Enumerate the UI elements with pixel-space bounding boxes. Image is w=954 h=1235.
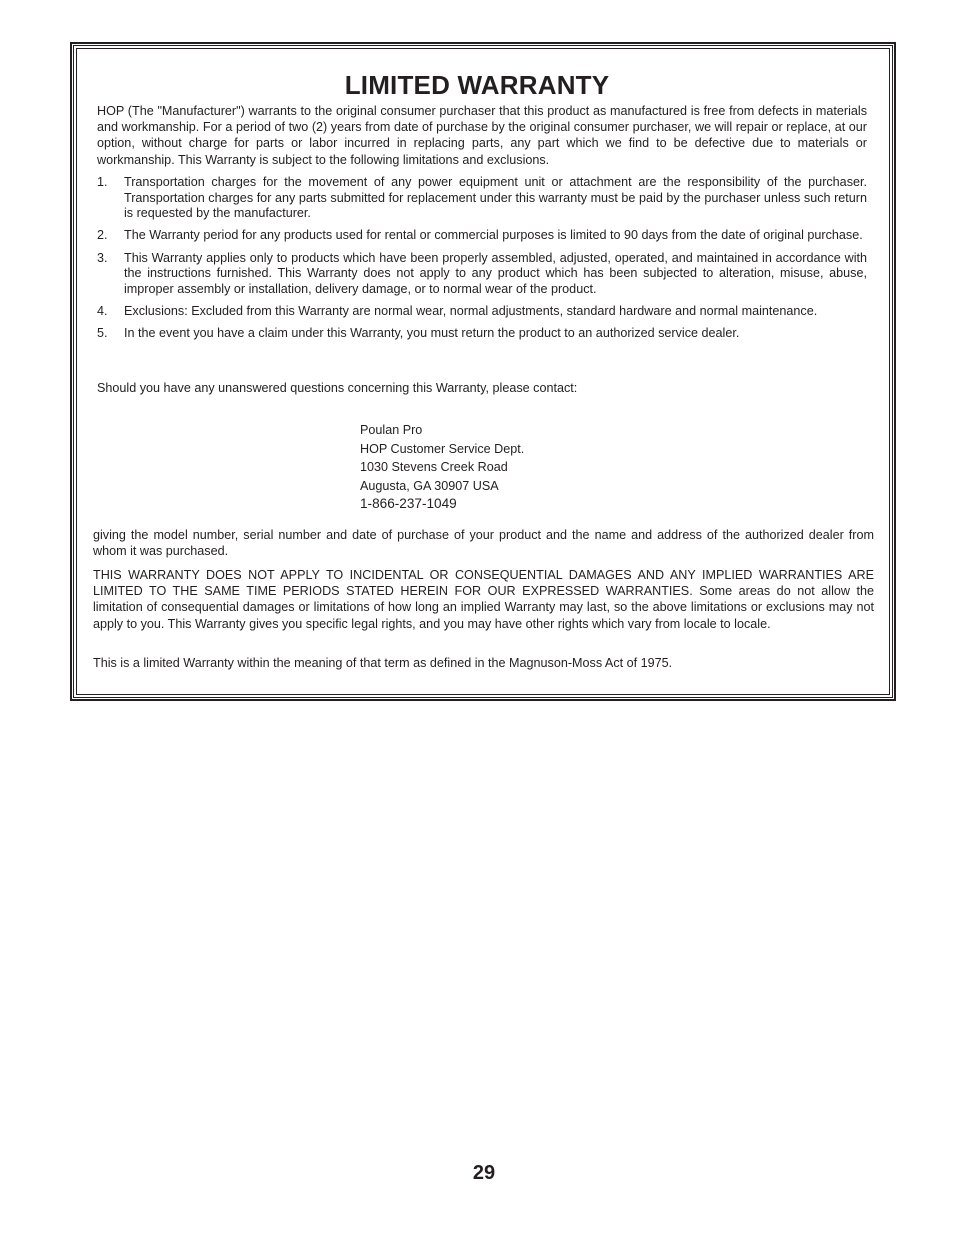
list-item-text: Exclusions: Excluded from this Warranty are normal wear, normal adjustments, standard hardware and normal maintenance. xyxy=(124,303,818,318)
disclaimer-paragraph: THIS WARRANTY DOES NOT APPLY TO INCIDENTAL OR CONSEQUENTIAL DAMAGES AND ANY IMPLIED WARRANTIES ARE LIMITED TO THE SAME TIME PERIODS STATED HEREIN FOR OUR EXPRESSED WARRANTIES. Some areas do not allow the limitation of consequential damages or limitations of how long an implied Warranty may last, so the above limitations or exclusions may not apply to you. This Warranty gives you specific legal rights, and you may have other rights which vary from locale to locale. xyxy=(93,568,874,631)
page-title: LIMITED WARRANTY xyxy=(344,70,610,100)
limitations-list xyxy=(97,175,867,348)
warranty-intro: HOP (The "Manufacturer") warrants to the original consumer purchaser that this product as manufactured is free from defects in materials and workmanship. For a period of two (2) years from date of purchase by the original consumer purchaser, we will repair or replace, at our option, without charge for parts or labor incurred in replacing parts, any part which we find to be defective due to materials or workmanship. This Warranty is subject to the following limitations and exclusions. xyxy=(97,104,867,167)
address-city: Augusta, GA 30907 USA xyxy=(360,478,499,493)
magnuson-moss-paragraph: This is a limited Warranty within the meaning of that term as defined in the Magnuson-Moss Act of 1975. xyxy=(93,656,673,670)
page-number: 29 xyxy=(472,1162,496,1184)
list-item-number: 2. xyxy=(97,228,108,243)
list-item xyxy=(97,326,867,342)
list-item-text: This Warranty applies only to products which have been properly assembled, adjusted, operated, and maintained in accordance with the instructions furnished. This Warranty does not apply to any product which has been subjected to alteration, misuse, abuse, improper assembly or installation, delivery damage, or to normal wear of the product. xyxy=(124,250,867,296)
list-item-number: 1. xyxy=(97,175,108,189)
list-item-number: 4. xyxy=(97,303,108,318)
list-item xyxy=(97,175,867,222)
address-company: Poulan Pro xyxy=(360,423,423,437)
list-item xyxy=(97,251,867,298)
contact-address xyxy=(360,421,524,513)
list-item xyxy=(97,228,867,244)
list-item xyxy=(97,304,867,320)
list-item-number: 3. xyxy=(97,250,108,265)
address-department: HOP Customer Service Dept. xyxy=(360,441,525,456)
address-street: 1030 Stevens Creek Road xyxy=(360,460,508,474)
list-item-number: 5. xyxy=(97,326,108,341)
address-phone: 1-866-237-1049 xyxy=(360,496,457,511)
giving-paragraph: giving the model number, serial number and date of purchase of your product and the name and address of the authorized dealer from whom it was purchased. xyxy=(93,528,874,559)
list-item-text: The Warranty period for any products used for rental or commercial purposes is limited to 90 days from the date of original purchase. xyxy=(124,228,863,243)
contact-intro: Should you have any unanswered questions concerning this Warranty, please contact: xyxy=(97,381,578,395)
list-item-text: Transportation charges for the movement of any power equipment unit or attachment are the responsibility of the purchaser. Transportation charges for any parts submitted for replacement under this warranty must be paid by the purchaser unless such return is requested by the manufacturer. xyxy=(124,175,867,221)
list-item-text: In the event you have a claim under this Warranty, you must return the product to an authorized service dealer. xyxy=(124,326,740,341)
